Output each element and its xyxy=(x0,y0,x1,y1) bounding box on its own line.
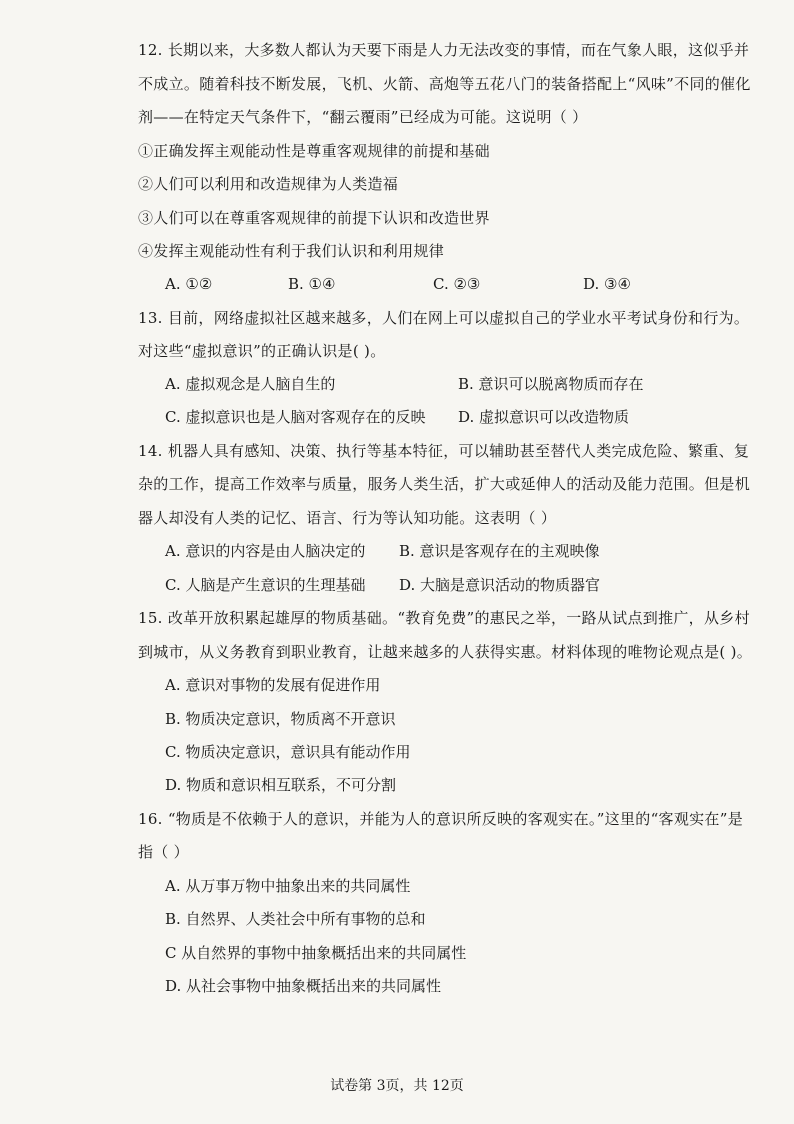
option-d: D. 大脑是意识活动的物质器官 xyxy=(399,576,601,594)
option-c: C. 人脑是产生意识的生理基础 xyxy=(165,576,366,594)
option-c: C. 虚拟意识也是人脑对客观存在的反映 xyxy=(165,408,426,426)
statement-3: ③人们可以在尊重客观规律的前提下认识和改造世界 xyxy=(138,209,490,227)
question-stem-line: 15. 改革开放积累起雄厚的物质基础。“教育免费”的惠民之举，一路从试点到推广，从乡村 xyxy=(138,609,750,627)
question-stem-line: 杂的工作，提高工作效率与质量，服务人类生活，扩大或延伸人的活动及能力范围。但是机 xyxy=(138,475,751,493)
option-b: B. 意识是客观存在的主观映像 xyxy=(399,542,600,560)
option-a: A. 从万事万物中抽象出来的共同属性 xyxy=(165,877,411,895)
statement-4: ④发挥主观能动性有利于我们认识和利用规律 xyxy=(138,242,445,260)
option-a: A. 虚拟观念是人脑自生的 xyxy=(165,375,336,393)
page-footer: 试卷第 3页，共 12页 xyxy=(330,1078,464,1094)
statement-1: ①正确发挥主观能动性是尊重客观规律的前提和基础 xyxy=(138,142,490,160)
question-stem-line: 13. 目前，网络虚拟社区越来越多，人们在网上可以虚拟自己的学业水平考试身份和行为。 xyxy=(138,309,750,327)
option-b: B. 自然界、人类社会中所有事物的总和 xyxy=(165,910,426,928)
option-d: D. ③④ xyxy=(583,275,631,293)
statement-2: ②人们可以利用和改造规律为人类造福 xyxy=(138,175,399,193)
option-a: A. 意识对事物的发展有促进作用 xyxy=(165,676,381,694)
question-stem-line: 14. 机器人具有感知、决策、执行等基本特征，可以辅助甚至替代人类完成危险、繁重、复 xyxy=(138,442,750,460)
option-d: D. 虚拟意识可以改造物质 xyxy=(458,408,630,426)
question-stem-line: 器人却没有人类的记忆、语言、行为等认知功能。这表明（ ） xyxy=(138,509,557,527)
option-c: C. 物质决定意识，意识具有能动作用 xyxy=(165,743,411,761)
option-b: B. 物质决定意识，物质离不开意识 xyxy=(165,710,396,728)
question-stem-line: 12. 长期以来，大多数人都认为天要下雨是人力无法改变的事情，而在气象人眼，这似乎并 xyxy=(138,41,750,59)
question-stem-line: 不成立。随着科技不断发展，飞机、火箭、高炮等五花八门的装备搭配上“风味”不同的催化 xyxy=(138,75,751,93)
option-a: A. 意识的内容是由人脑决定的 xyxy=(165,542,366,560)
question-stem-line: 到城市，从义务教育到职业教育，让越来越多的人获得实惠。材料体现的唯物论观点是( )。 xyxy=(138,643,753,661)
question-stem-line: 剂——在特定天气条件下，“翻云覆雨”已经成为可能。这说明（ ） xyxy=(138,108,588,126)
option-d: D. 物质和意识相互联系，不可分割 xyxy=(165,776,397,794)
option-c: C 从自然界的事物中抽象概括出来的共同属性 xyxy=(165,944,467,962)
question-stem-line: 对这些“虚拟意识”的正确认识是( )。 xyxy=(138,342,386,360)
question-stem-line: 指（ ） xyxy=(138,843,189,861)
question-stem-line: 16. “物质是不依赖于人的意识，并能为人的意识所反映的客观实在。”这里的“客观实在”是 xyxy=(138,810,744,828)
option-c: C. ②③ xyxy=(433,275,481,293)
option-b: B. 意识可以脱离物质而存在 xyxy=(458,375,644,393)
option-d: D. 从社会事物中抽象概括出来的共同属性 xyxy=(165,977,442,995)
option-b: B. ①④ xyxy=(288,275,336,293)
option-a: A. ①② xyxy=(165,275,213,293)
